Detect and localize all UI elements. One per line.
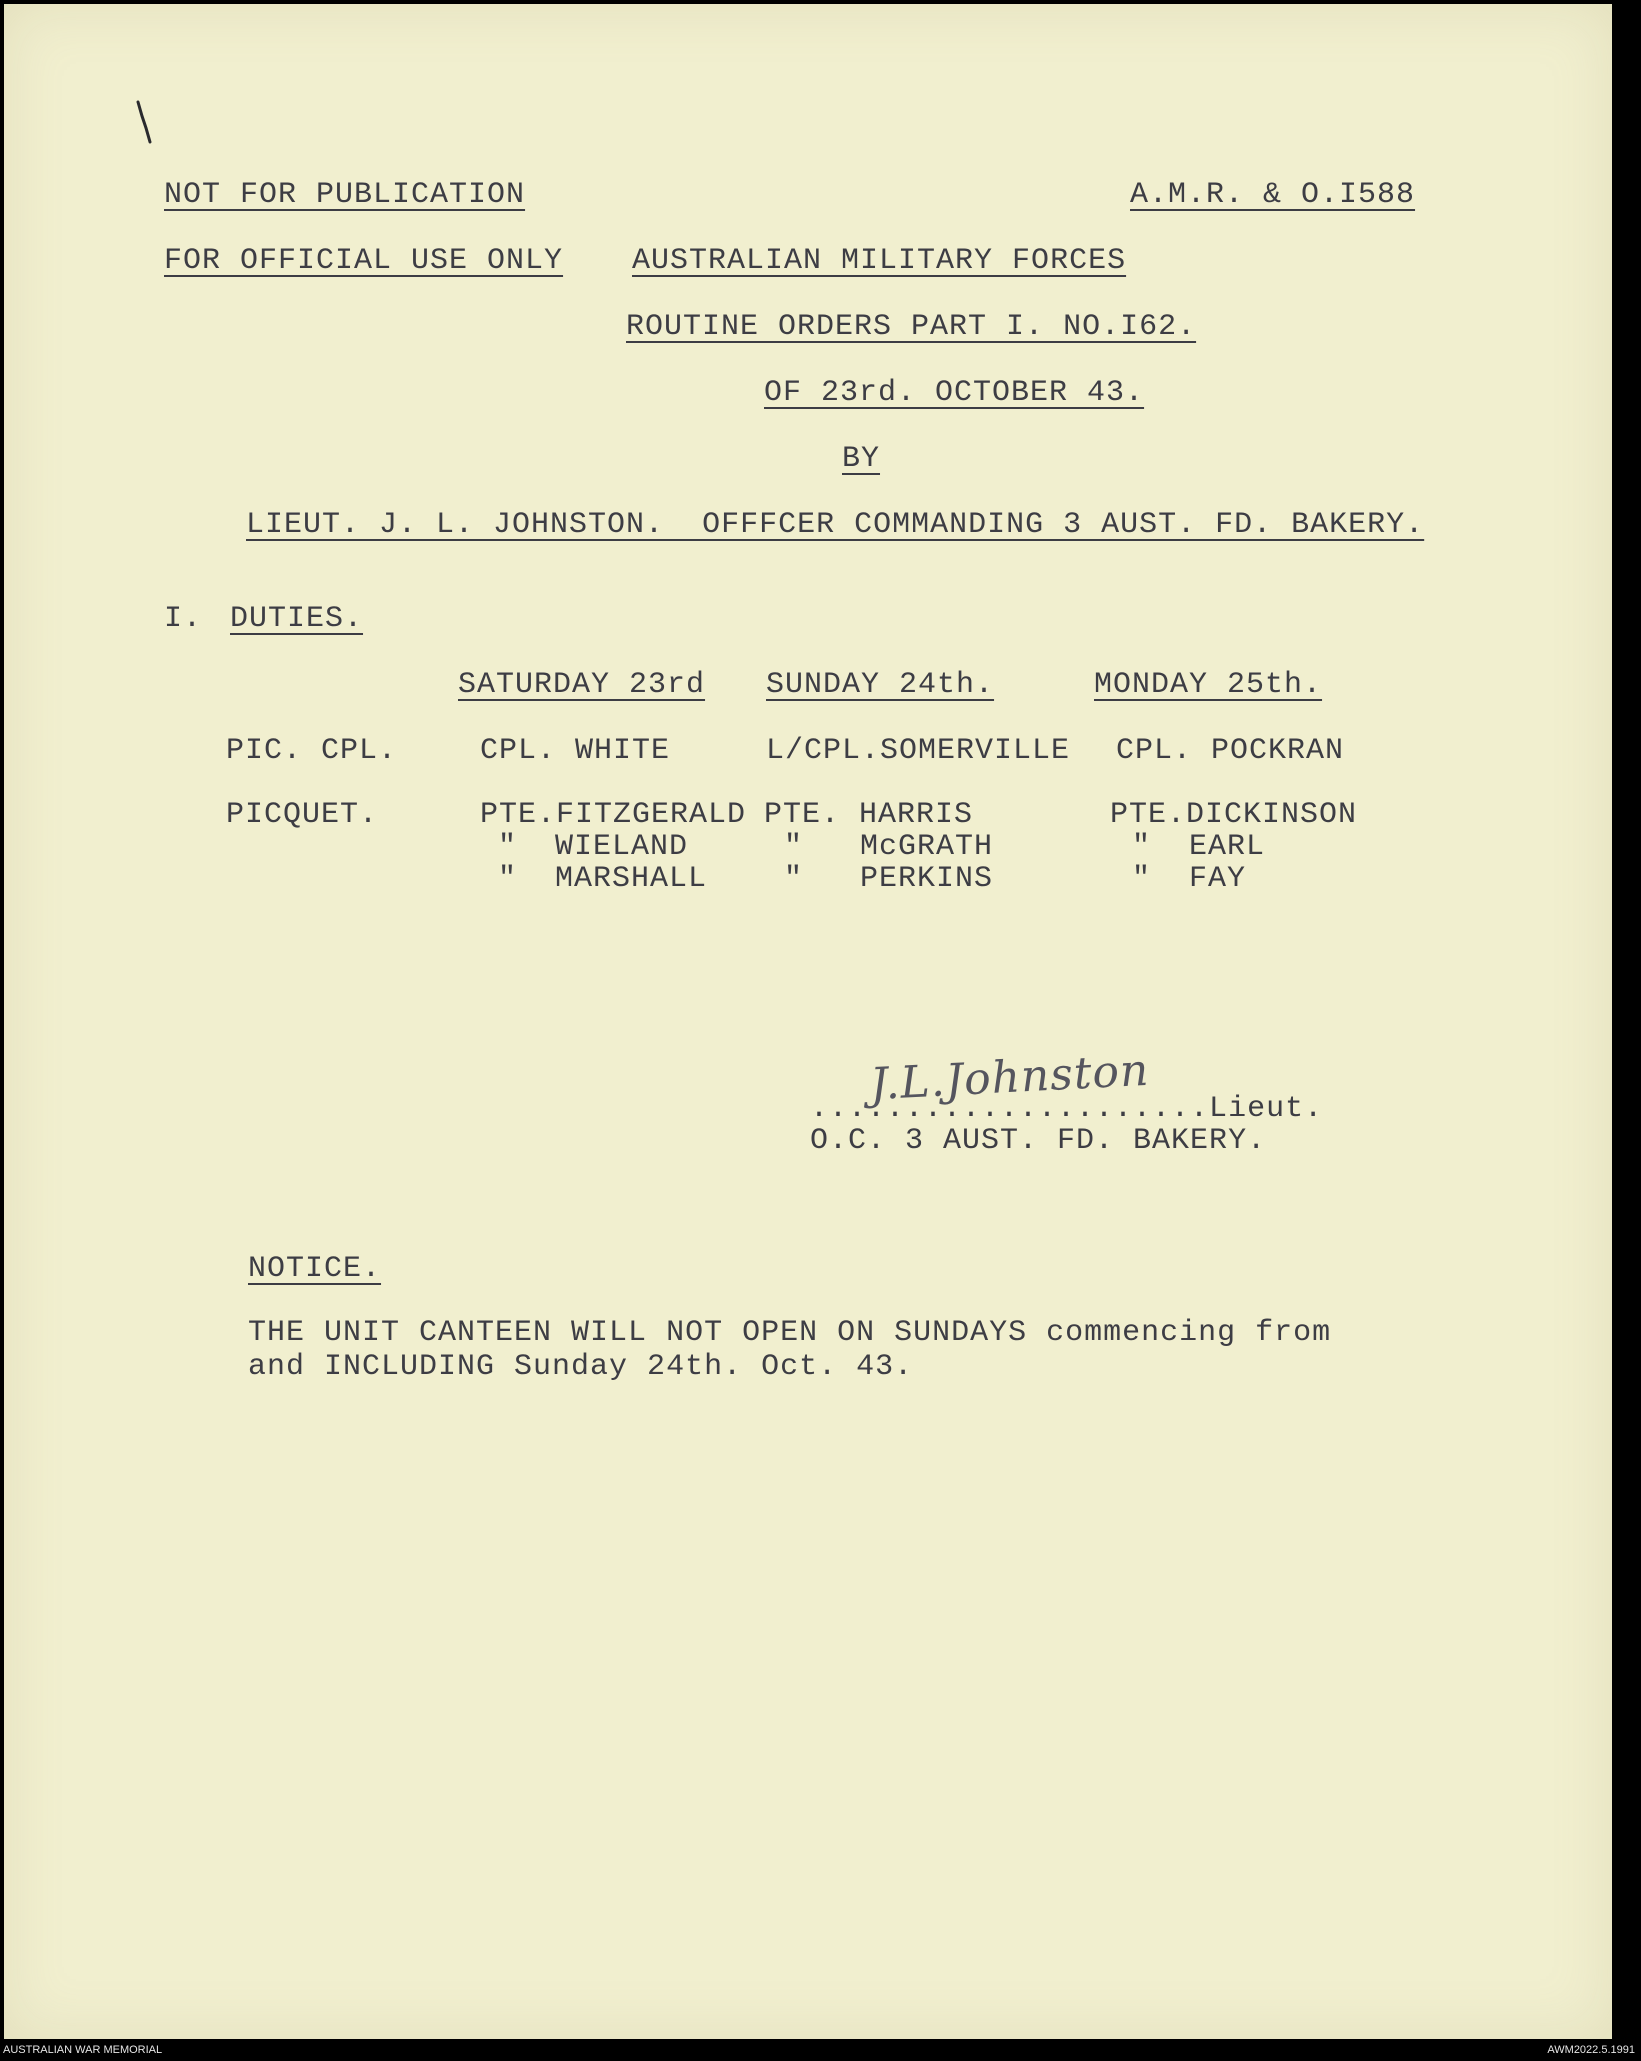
day-header-saturday: SATURDAY 23rd [458,668,706,702]
pic-cpl-label: PIC. CPL. [226,734,398,768]
picquet-label: PICQUET. [226,798,379,832]
reference-number: A.M.R. & O.I588 [1130,178,1416,212]
picquet-saturday-1: PTE.FITZGERALD [480,798,747,832]
handwritten-signature: J.L.Johnston [868,1044,1151,1111]
picquet-sunday-3: " PERKINS [784,862,994,896]
picquet-monday-2: " EARL [1132,830,1266,864]
forces-title: AUSTRALIAN MILITARY FORCES [632,244,1127,278]
picquet-sunday-1: PTE. HARRIS [764,798,974,832]
pencil-mark-icon [132,98,162,148]
footer-accession-number: AWM2022.5.1991 [1547,2044,1635,2056]
pic-cpl-saturday: CPL. WHITE [480,734,671,768]
picquet-sunday-2: " McGRATH [784,830,994,864]
picquet-saturday-3: " MARSHALL [498,862,708,896]
day-header-monday: MONDAY 25th. [1094,668,1323,702]
picquet-saturday-2: " WIELAND [498,830,689,864]
notice-line-2: and INCLUDING Sunday 24th. Oct. 43. [248,1350,914,1384]
document-page [4,4,1612,2039]
signature-dots-line: .....................Lieut. [810,1092,1324,1126]
pic-cpl-sunday: L/CPL.SOMERVILLE [766,734,1071,768]
notice-line-1: THE UNIT CANTEEN WILL NOT OPEN ON SUNDAYS commencing from [248,1316,1332,1350]
by-label: BY [842,442,881,476]
footer-institution: AUSTRALIAN WAR MEMORIAL [3,2044,163,2056]
duties-section-number: I. [164,602,203,636]
picquet-monday-1: PTE.DICKINSON [1110,798,1358,832]
routine-orders-title: ROUTINE ORDERS PART I. NO.I62. [626,310,1197,344]
notice-title: NOTICE. [248,1252,382,1286]
pic-cpl-monday: CPL. POCKRAN [1116,734,1345,768]
not-for-publication-label: NOT FOR PUBLICATION [164,178,526,212]
official-use-label: FOR OFFICIAL USE ONLY [164,244,564,278]
day-header-sunday: SUNDAY 24th. [766,668,995,702]
signature-unit-line: O.C. 3 AUST. FD. BAKERY. [810,1124,1267,1158]
duties-section-title: DUTIES. [230,602,364,636]
picquet-monday-3: " FAY [1132,862,1247,896]
commanding-officer-line: LIEUT. J. L. JOHNSTON. OFFFCER COMMANDING 3 AUST. FD. BAKERY. [246,508,1425,542]
order-date: OF 23rd. OCTOBER 43. [764,376,1145,410]
